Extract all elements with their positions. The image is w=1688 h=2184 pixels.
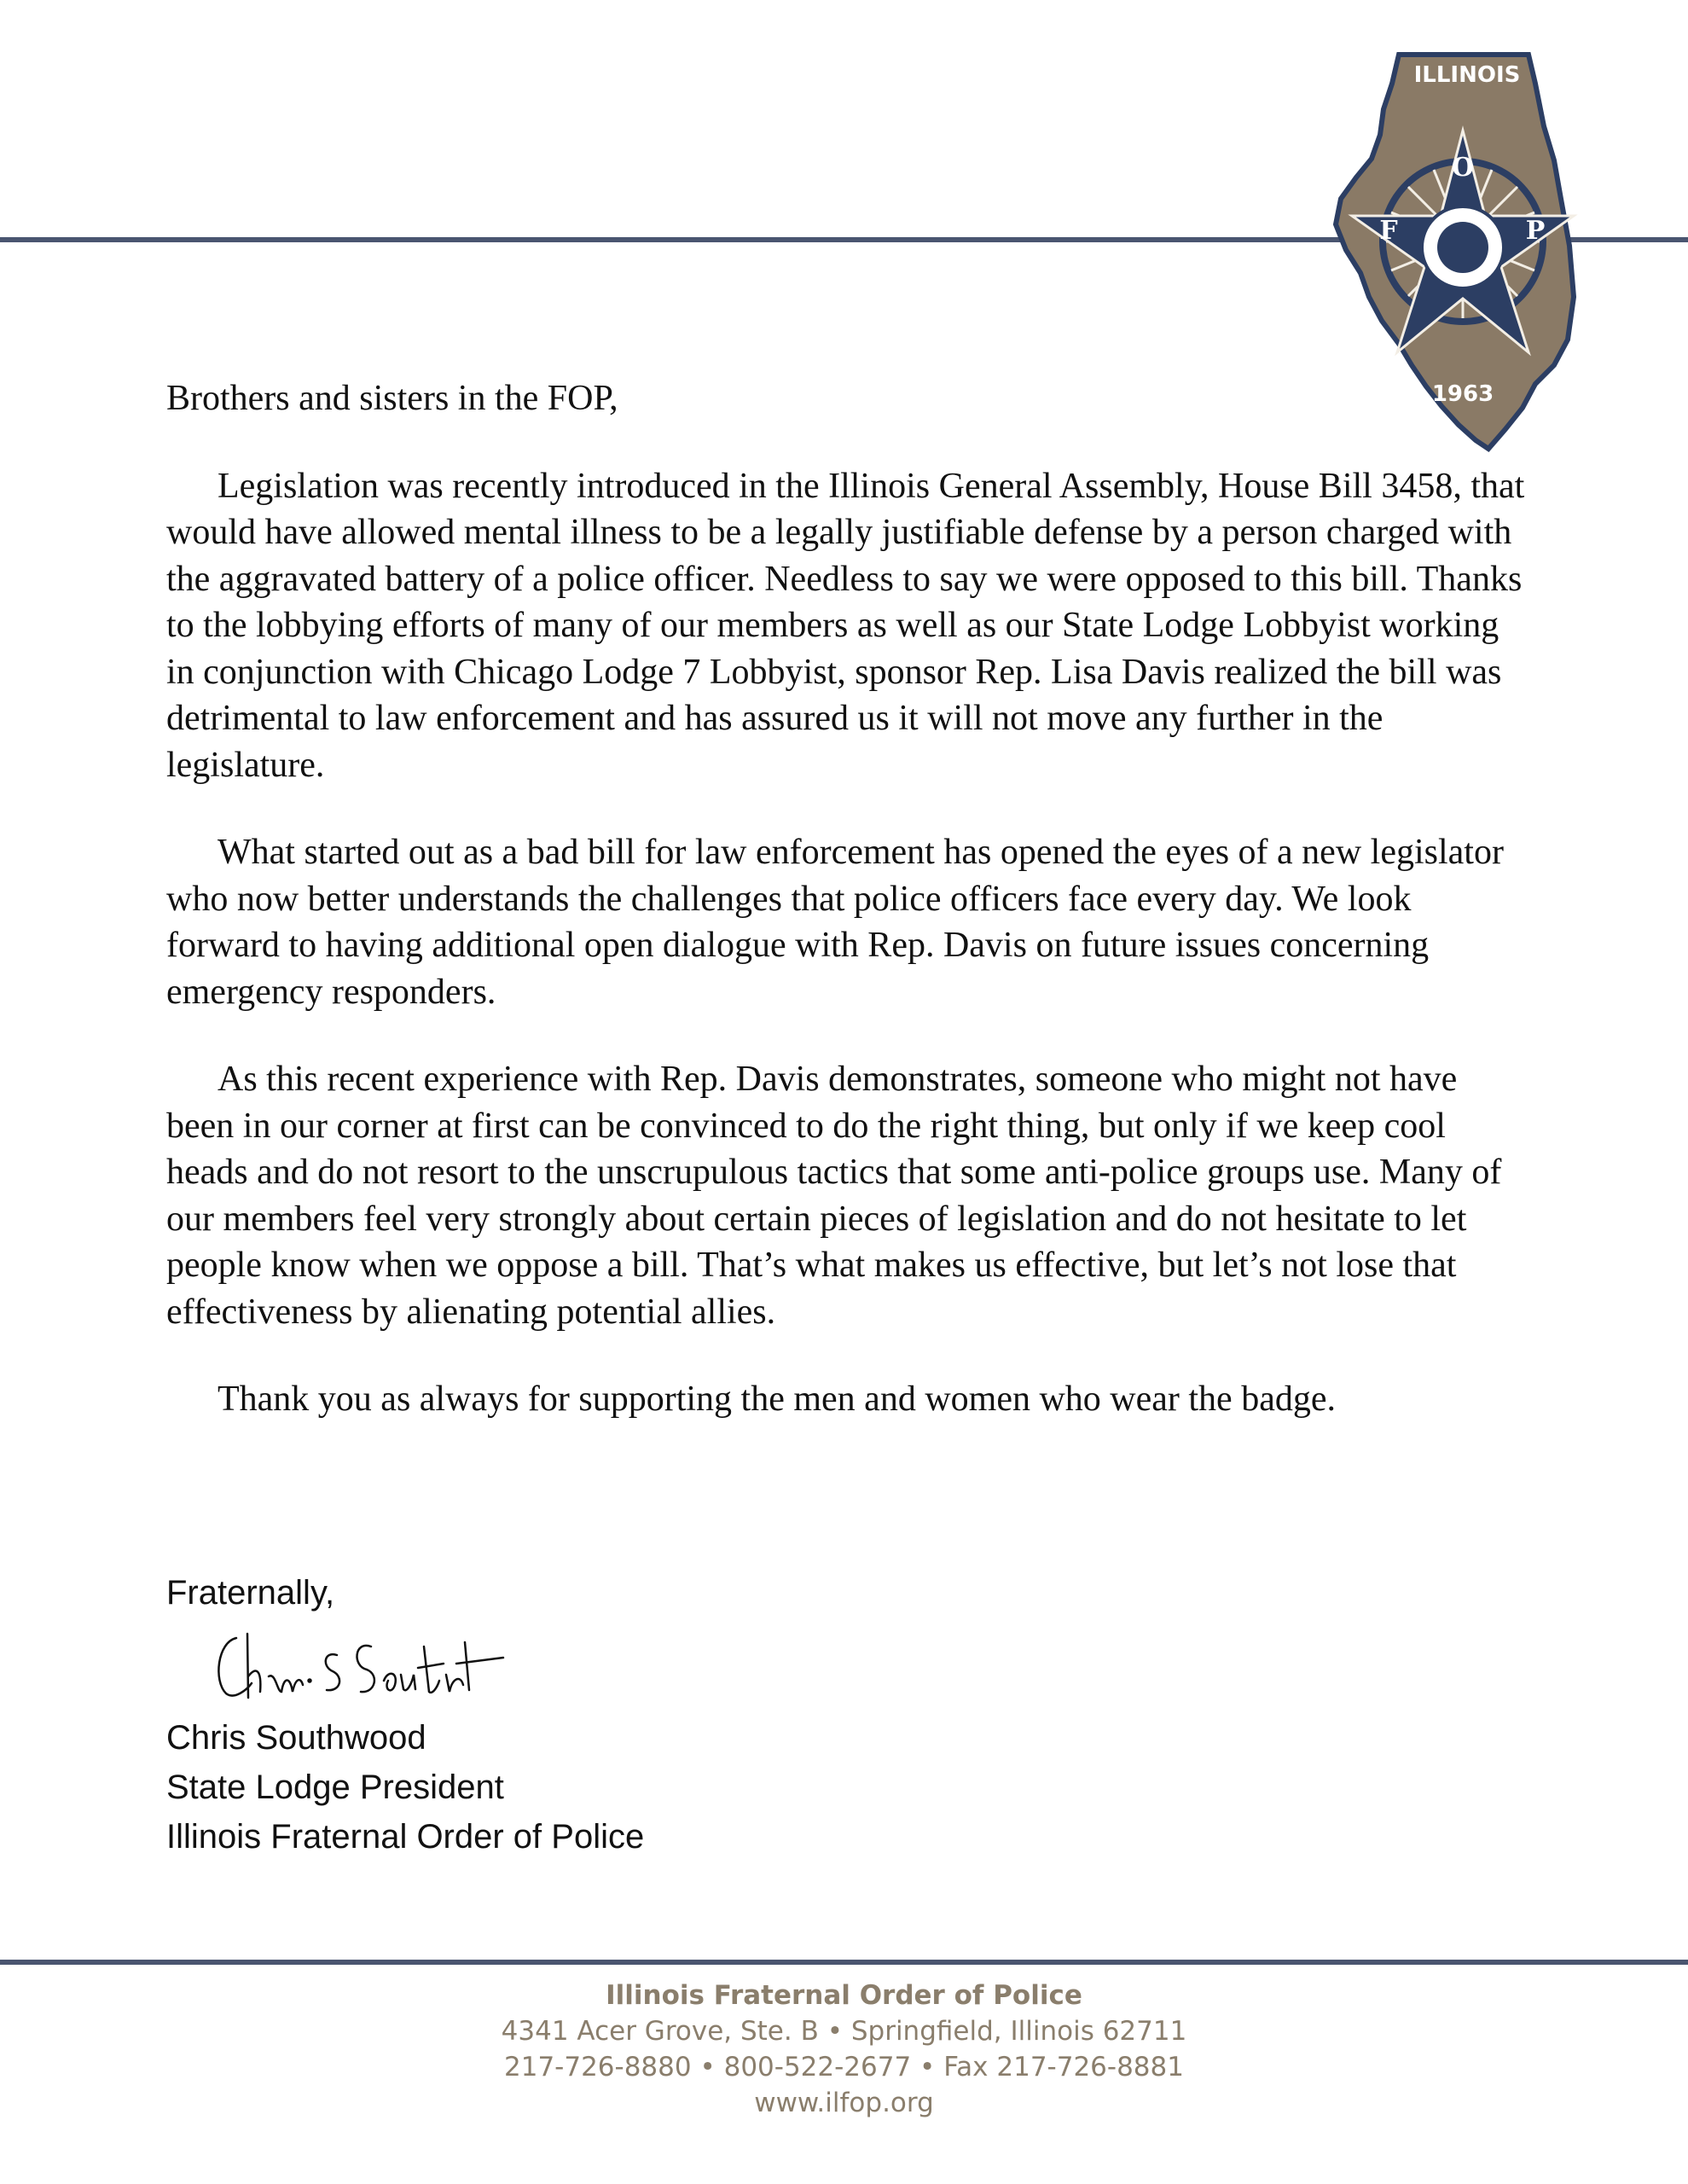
logo-year: 1963 — [1431, 381, 1494, 407]
handwritten-signature — [209, 1617, 516, 1715]
letter-paragraph: As this recent experience with Rep. Davis demonstrates, someone who might not have been in our corner at first can be convinced to do the right thing, but only if we keep cool heads and do not resort to the unscrupulous tactics that some anti-police groups use. Many of our members feel very strongly about certain pieces of legislation and do not hesitate to let people know when we oppose a bill. That’s what makes us effective, but let’s not lose that effectiveness by alienating potential allies. — [166, 1060, 1502, 1332]
footer-organization: Illinois Fraternal Order of Police — [606, 1980, 1082, 2011]
logo-letter-f: F — [1379, 216, 1398, 246]
footer-website[interactable]: www.ilfop.org — [754, 2088, 934, 2118]
footer-rule — [0, 1960, 1688, 1965]
logo-letter-p: P — [1525, 216, 1546, 246]
footer-address: 4341 Acer Grove, Ste. B • Springfield, Illinois 62711 — [501, 2016, 1187, 2047]
footer-phones: 217-726-8880 • 800-522-2677 • Fax 217-726-8881 — [504, 2052, 1184, 2082]
letter-paragraph: What started out as a bad bill for law enforcement has opened the eyes of a new legislator who now better understands the challenges that police officers face every day. We look forward to having additional open dialogue with Rep. Davis on future issues concerning emergency responders. — [166, 833, 1504, 1012]
logo-state-label: ILLINOIS — [1413, 62, 1521, 88]
signer-block — [166, 1713, 644, 1862]
signer-name: Chris Southwood — [166, 1719, 426, 1757]
logo-letter-o: O — [1451, 153, 1475, 183]
salutation: Brothers and sisters in the FOP, — [166, 379, 618, 418]
letter-paragraph: Thank you as always for supporting the men and women who wear the badge. — [218, 1380, 1336, 1419]
closing: Fraternally, — [166, 1574, 335, 1612]
footer — [0, 1978, 1688, 2121]
signer-title: State Lodge President — [166, 1769, 504, 1806]
signer-organization: Illinois Fraternal Order of Police — [166, 1818, 645, 1856]
signature-text: Chris S Southwood — [209, 1617, 216, 1618]
letter-paragraph: Legislation was recently introduced in the Illinois General Assembly, House Bill 3458, that would have allowed mental illness to be a legally justifiable defense by a person charged with the aggravated battery of a police officer. Needless to say we were opposed to this bill. Thanks to the lobbying efforts of many of our members as well as our State Lodge Lobbyist working in conjunction with Chicago Lodge 7 Lobbyist, sponsor Rep. Lisa Davis realized the bill was detrimental to law enforcement and has assured us it will not move any further in the legislature. — [166, 466, 1525, 785]
letter-body — [166, 375, 1531, 1464]
